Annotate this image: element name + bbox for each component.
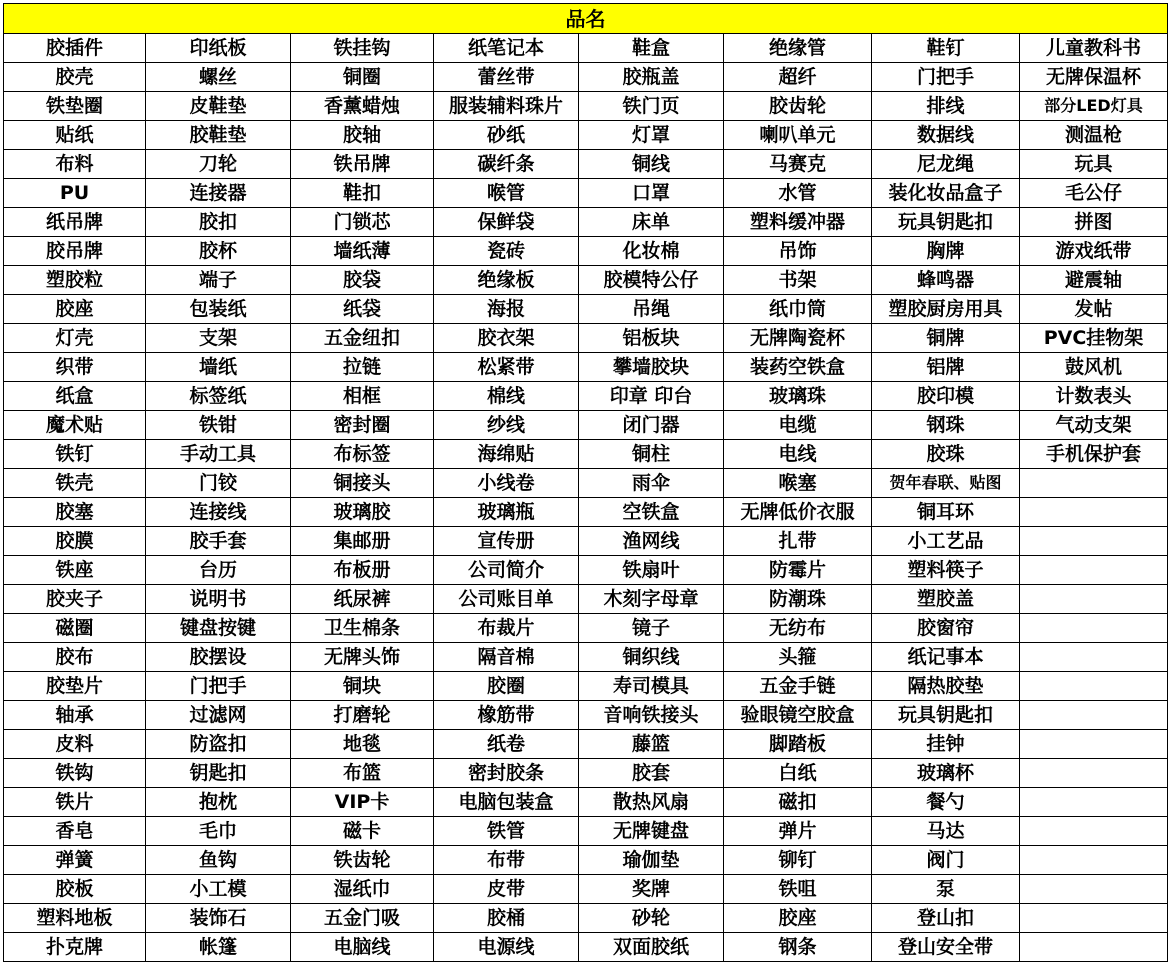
table-cell[interactable]: 钢珠 <box>872 411 1020 440</box>
table-row <box>4 498 1168 527</box>
table-cell[interactable]: 铜线 <box>579 150 724 179</box>
table-cell[interactable]: 玩具钥匙扣 <box>872 208 1020 237</box>
table-row <box>4 527 1168 556</box>
table-cell[interactable]: 胶吊牌 <box>4 237 146 266</box>
table-row <box>4 150 1168 179</box>
table-cell[interactable]: 奖牌 <box>579 875 724 904</box>
table-cell[interactable]: 皮料 <box>4 730 146 759</box>
table-cell[interactable]: 测温枪 <box>1020 121 1168 150</box>
table-cell[interactable] <box>1020 730 1168 759</box>
table-cell[interactable]: 螺丝 <box>146 63 291 92</box>
table-cell[interactable]: 胶板 <box>4 875 146 904</box>
table-cell[interactable]: 台历 <box>146 556 291 585</box>
table-cell[interactable]: 铁挂钩 <box>291 34 434 63</box>
table-cell[interactable]: 电线 <box>724 440 872 469</box>
table-cell[interactable]: 扎带 <box>724 527 872 556</box>
table-cell[interactable]: 过滤网 <box>146 701 291 730</box>
table-cell[interactable]: 拉链 <box>291 353 434 382</box>
table-cell[interactable]: 铁垫圈 <box>4 92 146 121</box>
table-cell[interactable]: 毛公仔 <box>1020 179 1168 208</box>
table-cell[interactable]: 胶齿轮 <box>724 92 872 121</box>
table-cell[interactable]: 胶布 <box>4 643 146 672</box>
table-cell[interactable] <box>1020 846 1168 875</box>
table-row <box>4 34 1168 63</box>
table-cell[interactable]: 防盗扣 <box>146 730 291 759</box>
table-cell[interactable]: 布板册 <box>291 556 434 585</box>
table-cell[interactable]: 服装辅料珠片 <box>434 92 579 121</box>
table-cell[interactable]: 塑料筷子 <box>872 556 1020 585</box>
table-cell[interactable]: 蕾丝带 <box>434 63 579 92</box>
table-cell[interactable]: PVC挂物架 <box>1020 324 1168 353</box>
table-cell[interactable]: 门锁芯 <box>291 208 434 237</box>
table-cell[interactable]: 胶座 <box>4 295 146 324</box>
table-cell[interactable]: PU <box>4 179 146 208</box>
table-cell[interactable] <box>1020 933 1168 962</box>
table-row <box>4 701 1168 730</box>
table-cell[interactable]: 瑜伽垫 <box>579 846 724 875</box>
table-cell[interactable]: 吊饰 <box>724 237 872 266</box>
table-cell[interactable]: 包装纸 <box>146 295 291 324</box>
table-cell[interactable] <box>1020 875 1168 904</box>
table-cell[interactable]: 喉管 <box>434 179 579 208</box>
table-cell[interactable] <box>1020 469 1168 498</box>
table-cell[interactable]: 布裁片 <box>434 614 579 643</box>
table-cell[interactable] <box>1020 672 1168 701</box>
table-cell[interactable]: 登山安全带 <box>872 933 1020 962</box>
table-cell[interactable]: 毛巾 <box>146 817 291 846</box>
table-cell[interactable]: 小工模 <box>146 875 291 904</box>
table-cell[interactable]: 鞋钉 <box>872 34 1020 63</box>
table-cell[interactable]: 弹簧 <box>4 846 146 875</box>
table-cell[interactable]: 支架 <box>146 324 291 353</box>
table-cell[interactable]: 布篮 <box>291 759 434 788</box>
table-cell[interactable]: 马赛克 <box>724 150 872 179</box>
table-cell[interactable]: 胶窗帘 <box>872 614 1020 643</box>
table-row <box>4 324 1168 353</box>
table-cell[interactable]: 拼图 <box>1020 208 1168 237</box>
table-cell[interactable]: 餐勺 <box>872 788 1020 817</box>
table-cell[interactable]: 塑胶粒 <box>4 266 146 295</box>
table-cell[interactable]: 钥匙扣 <box>146 759 291 788</box>
table-cell[interactable]: 塑料缓冲器 <box>724 208 872 237</box>
table-row <box>4 295 1168 324</box>
table-cell[interactable]: 验眼镜空胶盒 <box>724 701 872 730</box>
table-cell[interactable]: 铁钩 <box>4 759 146 788</box>
table-cell[interactable]: 喇叭单元 <box>724 121 872 150</box>
table-cell[interactable]: 胶扣 <box>146 208 291 237</box>
table-cell[interactable]: 五金门吸 <box>291 904 434 933</box>
table-cell[interactable]: 纸卷 <box>434 730 579 759</box>
table-cell[interactable]: 胶鞋垫 <box>146 121 291 150</box>
table-cell[interactable]: 鱼钩 <box>146 846 291 875</box>
table-cell[interactable]: 塑胶盖 <box>872 585 1020 614</box>
table-cell[interactable]: 无纺布 <box>724 614 872 643</box>
table-cell[interactable] <box>1020 701 1168 730</box>
table-cell[interactable]: 水管 <box>724 179 872 208</box>
table-cell[interactable]: 印纸板 <box>146 34 291 63</box>
table-cell[interactable]: 门铰 <box>146 469 291 498</box>
table-cell[interactable]: 钢条 <box>724 933 872 962</box>
table-row <box>4 730 1168 759</box>
table-cell[interactable]: 头箍 <box>724 643 872 672</box>
table-row <box>4 614 1168 643</box>
table-cell[interactable]: 玻璃瓶 <box>434 498 579 527</box>
table-row <box>4 266 1168 295</box>
table-cell[interactable] <box>1020 904 1168 933</box>
table-cell[interactable]: 小工艺品 <box>872 527 1020 556</box>
table-cell[interactable]: 胶袋 <box>291 266 434 295</box>
table-cell[interactable]: 铁管 <box>434 817 579 846</box>
table-cell[interactable]: 鞋扣 <box>291 179 434 208</box>
table-cell[interactable]: 磁卡 <box>291 817 434 846</box>
table-cell[interactable]: 胶塞 <box>4 498 146 527</box>
table-cell[interactable] <box>1020 527 1168 556</box>
table-cell[interactable]: 脚踏板 <box>724 730 872 759</box>
table-cell[interactable]: 铁齿轮 <box>291 846 434 875</box>
table-cell[interactable]: 帐篷 <box>146 933 291 962</box>
table-row <box>4 759 1168 788</box>
table-cell[interactable]: 轴承 <box>4 701 146 730</box>
table-cell[interactable]: 灯罩 <box>579 121 724 150</box>
table-cell[interactable]: 玻璃杯 <box>872 759 1020 788</box>
table-cell[interactable]: 寿司模具 <box>579 672 724 701</box>
table-row <box>4 585 1168 614</box>
table-cell[interactable]: 铜牌 <box>872 324 1020 353</box>
table-cell[interactable]: 铁吊牌 <box>291 150 434 179</box>
table-cell[interactable]: 贴纸 <box>4 121 146 150</box>
table-row <box>4 846 1168 875</box>
table-cell[interactable]: 松紧带 <box>434 353 579 382</box>
table-cell[interactable]: 门把手 <box>146 672 291 701</box>
table-cell[interactable]: 纸袋 <box>291 295 434 324</box>
table-cell[interactable]: 铁扇叶 <box>579 556 724 585</box>
table-cell[interactable]: 空铁盒 <box>579 498 724 527</box>
table-cell[interactable]: 铁壳 <box>4 469 146 498</box>
table-cell[interactable]: 部分LED灯具 <box>1020 92 1168 121</box>
table-cell[interactable]: 无牌陶瓷杯 <box>724 324 872 353</box>
table-cell[interactable]: 连接器 <box>146 179 291 208</box>
table-cell[interactable]: 电脑线 <box>291 933 434 962</box>
table-row <box>4 121 1168 150</box>
table-row <box>4 353 1168 382</box>
table-cell[interactable]: 铜接头 <box>291 469 434 498</box>
table-cell[interactable]: 攀墙胶块 <box>579 353 724 382</box>
table-cell[interactable]: 玩具 <box>1020 150 1168 179</box>
table-cell[interactable] <box>1020 585 1168 614</box>
table-cell[interactable]: 扑克牌 <box>4 933 146 962</box>
table-cell[interactable]: 排线 <box>872 92 1020 121</box>
table-cell[interactable] <box>1020 614 1168 643</box>
table-cell[interactable]: 渔网线 <box>579 527 724 556</box>
table-cell[interactable]: 香皂 <box>4 817 146 846</box>
table-cell[interactable]: 装化妆品盒子 <box>872 179 1020 208</box>
table-cell[interactable]: 书架 <box>724 266 872 295</box>
table-cell[interactable]: 装药空铁盒 <box>724 353 872 382</box>
table-cell[interactable]: 胶轴 <box>291 121 434 150</box>
table-cell[interactable]: 绝缘板 <box>434 266 579 295</box>
table-cell[interactable]: 玩具钥匙扣 <box>872 701 1020 730</box>
table-cell[interactable]: 碳纤条 <box>434 150 579 179</box>
table-cell[interactable]: 打磨轮 <box>291 701 434 730</box>
table-cell[interactable]: 鼓风机 <box>1020 353 1168 382</box>
table-cell[interactable]: 胶印模 <box>872 382 1020 411</box>
table-cell[interactable]: 连接线 <box>146 498 291 527</box>
table-cell[interactable]: 登山扣 <box>872 904 1020 933</box>
table-cell[interactable]: 纸记事本 <box>872 643 1020 672</box>
table-cell[interactable]: 五金纽扣 <box>291 324 434 353</box>
table-cell[interactable]: 电缆 <box>724 411 872 440</box>
table-cell[interactable]: 木刻字母章 <box>579 585 724 614</box>
table-cell[interactable]: 铜块 <box>291 672 434 701</box>
table-row <box>4 440 1168 469</box>
table-cell[interactable]: 铜织线 <box>579 643 724 672</box>
table-cell[interactable]: 闭门器 <box>579 411 724 440</box>
table-cell[interactable]: 玻璃胶 <box>291 498 434 527</box>
table-cell[interactable]: 数据线 <box>872 121 1020 150</box>
table-cell[interactable] <box>1020 788 1168 817</box>
table-cell[interactable]: 铁片 <box>4 788 146 817</box>
table-cell[interactable]: 铁钳 <box>146 411 291 440</box>
table-cell[interactable]: 纸巾筒 <box>724 295 872 324</box>
table-cell[interactable]: 铁座 <box>4 556 146 585</box>
table-cell[interactable]: 铝板块 <box>579 324 724 353</box>
table-cell[interactable]: 化妆棉 <box>579 237 724 266</box>
table-cell[interactable]: 纸盒 <box>4 382 146 411</box>
table-cell[interactable]: 集邮册 <box>291 527 434 556</box>
table-cell[interactable]: 蜂鸣器 <box>872 266 1020 295</box>
table-cell[interactable]: 马达 <box>872 817 1020 846</box>
table-cell[interactable]: 隔音棉 <box>434 643 579 672</box>
table-row <box>4 63 1168 92</box>
table-cell[interactable]: 塑胶厨房用具 <box>872 295 1020 324</box>
table-row <box>4 933 1168 962</box>
table-cell[interactable]: 胶桶 <box>434 904 579 933</box>
table-cell[interactable]: 胶垫片 <box>4 672 146 701</box>
table-cell[interactable]: 阀门 <box>872 846 1020 875</box>
table-cell[interactable]: 铁咀 <box>724 875 872 904</box>
header-title[interactable]: 品名 <box>4 4 1168 34</box>
table-cell[interactable]: 纸笔记本 <box>434 34 579 63</box>
table-cell[interactable]: 门把手 <box>872 63 1020 92</box>
table-cell[interactable]: 铁钉 <box>4 440 146 469</box>
table-cell[interactable]: 胶模特公仔 <box>579 266 724 295</box>
table-cell[interactable]: 胶圈 <box>434 672 579 701</box>
table-cell[interactable]: 胶座 <box>724 904 872 933</box>
table-cell[interactable]: 布料 <box>4 150 146 179</box>
table-cell[interactable]: 海绵贴 <box>434 440 579 469</box>
table-cell[interactable]: 湿纸巾 <box>291 875 434 904</box>
table-cell[interactable]: 灯壳 <box>4 324 146 353</box>
table-cell[interactable]: 铜柱 <box>579 440 724 469</box>
table-cell[interactable] <box>1020 498 1168 527</box>
table-cell[interactable]: 电脑包装盒 <box>434 788 579 817</box>
table-cell[interactable]: 布标签 <box>291 440 434 469</box>
table-cell[interactable]: 尼龙绳 <box>872 150 1020 179</box>
table-cell[interactable]: 游戏纸带 <box>1020 237 1168 266</box>
table-cell[interactable]: 抱枕 <box>146 788 291 817</box>
table-cell[interactable]: 纸尿裤 <box>291 585 434 614</box>
table-cell[interactable]: 发帖 <box>1020 295 1168 324</box>
table-cell[interactable]: 小线卷 <box>434 469 579 498</box>
table-row <box>4 411 1168 440</box>
table-row <box>4 875 1168 904</box>
table-cell[interactable]: 藤篮 <box>579 730 724 759</box>
table-cell[interactable]: 橡筋带 <box>434 701 579 730</box>
table-cell[interactable]: 贺年春联、贴图 <box>872 469 1020 498</box>
table-cell[interactable]: 吊绳 <box>579 295 724 324</box>
table-cell[interactable] <box>1020 759 1168 788</box>
table-row <box>4 208 1168 237</box>
table-cell[interactable]: 布带 <box>434 846 579 875</box>
table-cell[interactable]: 香薰蜡烛 <box>291 92 434 121</box>
table-cell[interactable]: 铜圈 <box>291 63 434 92</box>
table-cell[interactable]: 气动支架 <box>1020 411 1168 440</box>
table-cell[interactable]: 手机保护套 <box>1020 440 1168 469</box>
table-cell[interactable]: 五金手链 <box>724 672 872 701</box>
table-cell[interactable]: 铜耳环 <box>872 498 1020 527</box>
table-cell[interactable]: 胶壳 <box>4 63 146 92</box>
table-cell[interactable]: 床单 <box>579 208 724 237</box>
table-row <box>4 92 1168 121</box>
table-cell[interactable]: 超纤 <box>724 63 872 92</box>
table-cell[interactable]: 铆钉 <box>724 846 872 875</box>
table-cell[interactable]: 纸吊牌 <box>4 208 146 237</box>
table-cell[interactable]: 墙纸 <box>146 353 291 382</box>
table-cell[interactable]: 隔热胶垫 <box>872 672 1020 701</box>
table-cell[interactable]: 印章 印台 <box>579 382 724 411</box>
table-cell[interactable]: 散热风扇 <box>579 788 724 817</box>
table-cell[interactable]: 地毯 <box>291 730 434 759</box>
table-cell[interactable]: 防潮珠 <box>724 585 872 614</box>
table-cell[interactable]: 避震轴 <box>1020 266 1168 295</box>
table-cell[interactable]: 卫生棉条 <box>291 614 434 643</box>
table-cell[interactable]: 相框 <box>291 382 434 411</box>
table-cell[interactable]: 无牌低价衣服 <box>724 498 872 527</box>
table-cell[interactable]: 皮带 <box>434 875 579 904</box>
table-cell[interactable]: 刀轮 <box>146 150 291 179</box>
table-cell[interactable]: 密封圈 <box>291 411 434 440</box>
table-cell[interactable]: 胶手套 <box>146 527 291 556</box>
table-cell[interactable]: 雨伞 <box>579 469 724 498</box>
table-row <box>4 469 1168 498</box>
table-row <box>4 382 1168 411</box>
table-cell[interactable]: 口罩 <box>579 179 724 208</box>
table-cell[interactable]: 磁圈 <box>4 614 146 643</box>
product-name-table <box>3 3 1168 962</box>
table-cell[interactable]: 标签纸 <box>146 382 291 411</box>
table-cell[interactable]: 弹片 <box>724 817 872 846</box>
table-cell[interactable]: 纱线 <box>434 411 579 440</box>
table-cell[interactable] <box>1020 556 1168 585</box>
table-cell[interactable]: 宣传册 <box>434 527 579 556</box>
table-cell[interactable]: 砂轮 <box>579 904 724 933</box>
table-cell[interactable]: 玻璃珠 <box>724 382 872 411</box>
table-row <box>4 672 1168 701</box>
table-cell[interactable]: 无牌保温杯 <box>1020 63 1168 92</box>
table-cell[interactable]: 绝缘管 <box>724 34 872 63</box>
table-cell[interactable]: 魔术贴 <box>4 411 146 440</box>
table-row <box>4 788 1168 817</box>
table-cell[interactable]: 胶插件 <box>4 34 146 63</box>
table-cell[interactable]: 喉塞 <box>724 469 872 498</box>
table-cell[interactable]: 棉线 <box>434 382 579 411</box>
table-cell[interactable]: 塑料地板 <box>4 904 146 933</box>
table-cell[interactable]: 音响铁接头 <box>579 701 724 730</box>
table-cell[interactable]: 计数表头 <box>1020 382 1168 411</box>
table-row <box>4 643 1168 672</box>
table-cell[interactable]: 密封胶条 <box>434 759 579 788</box>
table-cell[interactable]: 铁门页 <box>579 92 724 121</box>
table-cell[interactable]: 磁扣 <box>724 788 872 817</box>
table-cell[interactable] <box>1020 817 1168 846</box>
table-cell[interactable]: 儿童教科书 <box>1020 34 1168 63</box>
table-cell[interactable]: 白纸 <box>724 759 872 788</box>
table-cell[interactable]: 砂纸 <box>434 121 579 150</box>
table-cell[interactable]: 防霉片 <box>724 556 872 585</box>
table-cell[interactable]: 挂钟 <box>872 730 1020 759</box>
table-cell[interactable]: 装饰石 <box>146 904 291 933</box>
table-cell[interactable]: 海报 <box>434 295 579 324</box>
table-cell[interactable]: 泵 <box>872 875 1020 904</box>
header-row <box>4 4 1168 34</box>
table-cell[interactable]: 胶套 <box>579 759 724 788</box>
table-cell[interactable]: 胶膜 <box>4 527 146 556</box>
table-cell[interactable]: 皮鞋垫 <box>146 92 291 121</box>
table-cell[interactable]: 织带 <box>4 353 146 382</box>
table-cell[interactable]: 鞋盒 <box>579 34 724 63</box>
table-row <box>4 237 1168 266</box>
table-row <box>4 556 1168 585</box>
table-cell[interactable]: 胶珠 <box>872 440 1020 469</box>
table-cell[interactable]: 公司账目单 <box>434 585 579 614</box>
table-cell[interactable]: 无牌头饰 <box>291 643 434 672</box>
table-cell[interactable]: 胸牌 <box>872 237 1020 266</box>
table-cell[interactable]: 说明书 <box>146 585 291 614</box>
table-cell[interactable]: 端子 <box>146 266 291 295</box>
table-cell[interactable]: 电源线 <box>434 933 579 962</box>
table-cell[interactable]: 键盘按键 <box>146 614 291 643</box>
table-cell[interactable]: 铝牌 <box>872 353 1020 382</box>
table-cell[interactable]: 胶杯 <box>146 237 291 266</box>
table-cell[interactable]: 无牌键盘 <box>579 817 724 846</box>
table-cell[interactable]: 墙纸薄 <box>291 237 434 266</box>
table-cell[interactable]: 胶摆设 <box>146 643 291 672</box>
table-cell[interactable]: 胶衣架 <box>434 324 579 353</box>
table-cell[interactable]: 保鲜袋 <box>434 208 579 237</box>
table-cell[interactable]: VIP卡 <box>291 788 434 817</box>
table-cell[interactable]: 镜子 <box>579 614 724 643</box>
table-row <box>4 904 1168 933</box>
table-cell[interactable] <box>1020 643 1168 672</box>
table-cell[interactable]: 胶瓶盖 <box>579 63 724 92</box>
table-row <box>4 179 1168 208</box>
table-cell[interactable]: 手动工具 <box>146 440 291 469</box>
table-cell[interactable]: 瓷砖 <box>434 237 579 266</box>
table-cell[interactable]: 双面胶纸 <box>579 933 724 962</box>
table-cell[interactable]: 胶夹子 <box>4 585 146 614</box>
table-row <box>4 817 1168 846</box>
table-cell[interactable]: 公司简介 <box>434 556 579 585</box>
